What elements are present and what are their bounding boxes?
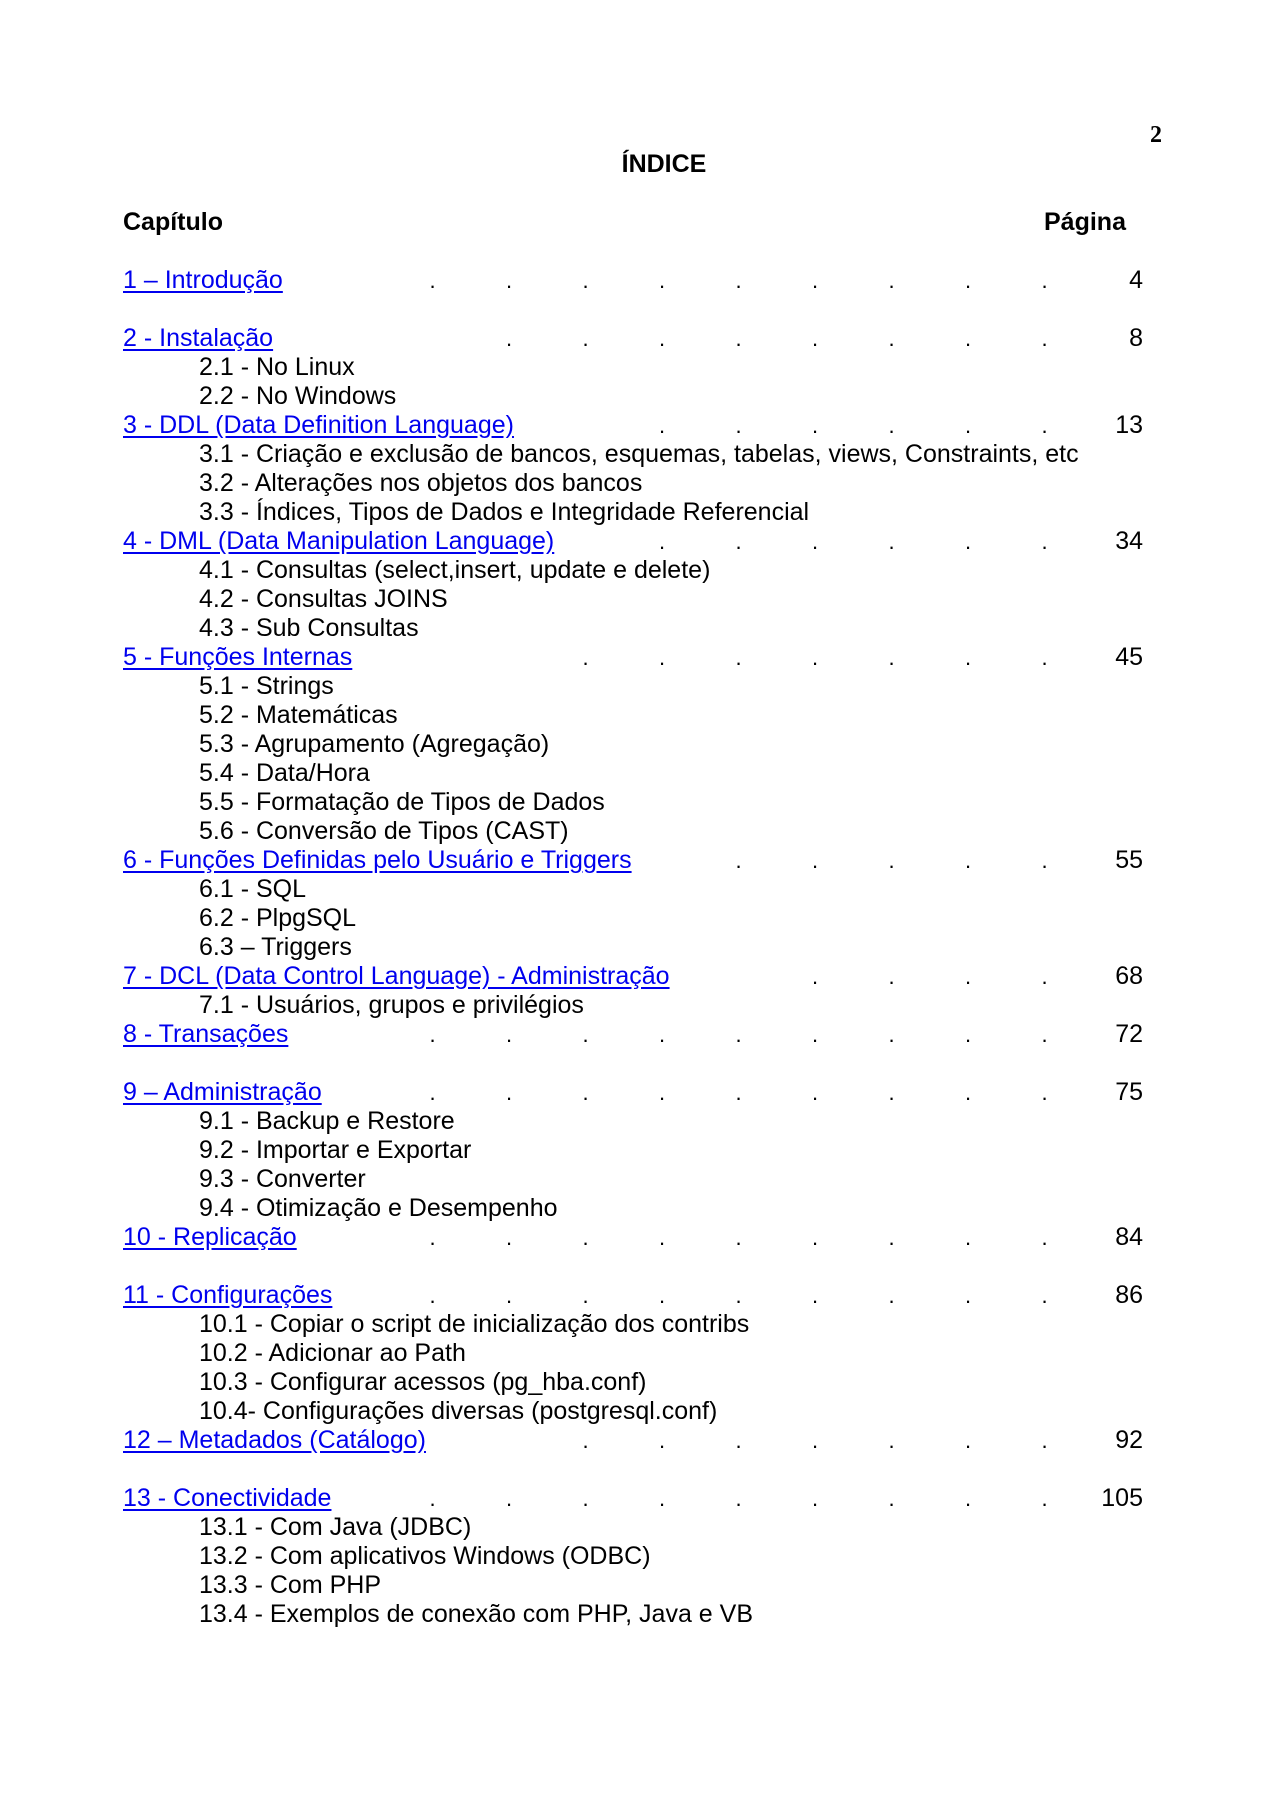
toc-chapter-row	[0, 324, 1280, 353]
leader-dot: .	[582, 1080, 589, 1105]
subsection-title: 4.3 - Sub Consultas	[199, 614, 419, 642]
leader-dot: .	[582, 1486, 589, 1511]
leader-dot: .	[659, 1486, 666, 1511]
leader-dot: .	[812, 413, 819, 438]
subsection-title: 10.1 - Copiar o script de inicialização dos contribs	[199, 1310, 750, 1338]
chapter-link[interactable]: 11 - Configurações	[123, 1281, 333, 1309]
toc-chapter-row	[0, 962, 1280, 991]
leader-dot: .	[506, 1225, 513, 1250]
subsection-title: 9.3 - Converter	[199, 1165, 366, 1193]
leader-dot: .	[812, 1486, 819, 1511]
leader-dot: .	[582, 1225, 589, 1250]
toc-subsection-row	[0, 498, 1280, 527]
leader-dot: .	[888, 529, 895, 554]
chapter-page-number: 75	[1115, 1078, 1143, 1106]
toc-chapter-row	[0, 527, 1280, 556]
toc-subsection-row	[0, 904, 1280, 933]
leader-dot: .	[659, 1283, 666, 1308]
leader-dot: .	[812, 848, 819, 873]
leader-dot: .	[735, 1080, 742, 1105]
chapter-page-number: 45	[1115, 643, 1143, 671]
toc-subsection-row	[0, 614, 1280, 643]
chapter-page-number: 8	[1129, 324, 1143, 352]
toc-subsection-row	[0, 672, 1280, 701]
toc-subsection-row	[0, 1542, 1280, 1571]
leader-dot: .	[659, 326, 666, 351]
leader-dot: .	[429, 1283, 436, 1308]
subsection-title: 5.5 - Formatação de Tipos de Dados	[199, 788, 605, 816]
subsection-title: 10.4- Configurações diversas (postgresql.conf)	[199, 1397, 718, 1425]
leader-dot: .	[888, 848, 895, 873]
leader-dot: .	[735, 1428, 742, 1453]
leader-dot: .	[659, 1080, 666, 1105]
leader-dot: .	[506, 326, 513, 351]
leader-dot: .	[1041, 413, 1048, 438]
chapter-link[interactable]: 6 - Funções Definidas pelo Usuário e Triggers	[123, 846, 632, 874]
chapter-page-number: 84	[1115, 1223, 1143, 1251]
leader-dot: .	[965, 529, 972, 554]
subsection-title: 5.1 - Strings	[199, 672, 334, 700]
chapter-link[interactable]: 7 - DCL (Data Control Language) - Administração	[123, 962, 670, 990]
leader-dot: .	[429, 1486, 436, 1511]
leader-dot: .	[735, 326, 742, 351]
leader-dot: .	[1041, 964, 1048, 989]
toc-subsection-row	[0, 1571, 1280, 1600]
leader-dot: .	[812, 326, 819, 351]
toc-subsection-row	[0, 1194, 1280, 1223]
leader-dot: .	[735, 1486, 742, 1511]
leader-dot: .	[888, 1486, 895, 1511]
leader-dot: .	[1041, 1428, 1048, 1453]
leader-dot: .	[659, 1225, 666, 1250]
leader-dot: .	[965, 645, 972, 670]
subsection-title: 3.2 - Alterações nos objetos dos bancos	[199, 469, 643, 497]
chapter-link[interactable]: 2 - Instalação	[123, 324, 274, 352]
leader-dot: .	[812, 1022, 819, 1047]
leader-dot: .	[582, 268, 589, 293]
leader-dot: .	[1041, 645, 1048, 670]
subsection-title: 5.6 - Conversão de Tipos (CAST)	[199, 817, 569, 845]
leader-dot: .	[1041, 1022, 1048, 1047]
leader-dot: .	[965, 1486, 972, 1511]
leader-dot: .	[965, 1080, 972, 1105]
toc-chapter-row	[0, 1281, 1280, 1310]
leader-dot: .	[888, 268, 895, 293]
leader-dot: .	[735, 1283, 742, 1308]
leader-dot: .	[582, 1428, 589, 1453]
subsection-title: 5.2 - Matemáticas	[199, 701, 398, 729]
leader-dot: .	[659, 529, 666, 554]
toc-subsection-row	[0, 1600, 1280, 1629]
subsection-title: 6.3 – Triggers	[199, 933, 352, 961]
toc-subsection-row	[0, 1368, 1280, 1397]
leader-dot: .	[965, 1428, 972, 1453]
toc-subsection-row	[0, 1107, 1280, 1136]
chapter-page-number: 92	[1115, 1426, 1143, 1454]
subsection-title: 13.3 - Com PHP	[199, 1571, 382, 1599]
subsection-title: 2.2 - No Windows	[199, 382, 397, 410]
leader-dot: .	[735, 1225, 742, 1250]
leader-dot: .	[659, 413, 666, 438]
subsection-title: 5.4 - Data/Hora	[199, 759, 370, 787]
subsection-title: 9.1 - Backup e Restore	[199, 1107, 455, 1135]
leader-dot: .	[1041, 268, 1048, 293]
leader-dot: .	[888, 645, 895, 670]
leader-dot: .	[965, 1225, 972, 1250]
leader-dot: .	[812, 1080, 819, 1105]
leader-dot: .	[506, 268, 513, 293]
toc-chapter-row	[0, 643, 1280, 672]
leader-dot: .	[429, 1225, 436, 1250]
chapter-page-number: 13	[1115, 411, 1143, 439]
subsection-title: 13.4 - Exemplos de conexão com PHP, Java e VB	[199, 1600, 754, 1628]
leader-dot: .	[735, 268, 742, 293]
subsection-title: 13.1 - Com Java (JDBC)	[199, 1513, 472, 1541]
chapter-page-number: 105	[1101, 1484, 1143, 1512]
subsection-title: 5.3 - Agrupamento (Agregação)	[199, 730, 550, 758]
toc-subsection-row	[0, 1165, 1280, 1194]
subsection-title: 6.2 - PlpgSQL	[199, 904, 357, 932]
leader-dot: .	[888, 413, 895, 438]
subsection-title: 6.1 - SQL	[199, 875, 306, 903]
leader-dot: .	[812, 1283, 819, 1308]
leader-dot: .	[1041, 1283, 1048, 1308]
leader-dot: .	[506, 1022, 513, 1047]
chapter-page-number: 4	[1129, 266, 1143, 294]
leader-dot: .	[812, 268, 819, 293]
leader-dot: .	[429, 1080, 436, 1105]
chapter-link[interactable]: 5 - Funções Internas	[123, 643, 353, 671]
toc-subsection-row	[0, 440, 1280, 469]
leader-dot: .	[965, 1022, 972, 1047]
toc-subsection-row	[0, 788, 1280, 817]
leader-dot: .	[659, 1428, 666, 1453]
leader-dot: .	[582, 326, 589, 351]
leader-dot: .	[1041, 1225, 1048, 1250]
chapter-link[interactable]: 13 - Conectividade	[123, 1484, 332, 1512]
chapter-page-number: 86	[1115, 1281, 1143, 1309]
subsection-title: 10.3 - Configurar acessos (pg_hba.conf)	[199, 1368, 647, 1396]
page-number: 2	[1150, 122, 1162, 148]
leader-dot: .	[888, 1080, 895, 1105]
toc-subsection-row	[0, 585, 1280, 614]
leader-dot: .	[965, 964, 972, 989]
toc-subsection-row	[0, 933, 1280, 962]
chapter-link[interactable]: 9 – Administração	[123, 1078, 322, 1106]
chapter-page-number: 68	[1115, 962, 1143, 990]
leader-dot: .	[812, 529, 819, 554]
toc-subsection-row	[0, 556, 1280, 585]
chapter-link[interactable]: 10 - Replicação	[123, 1223, 297, 1251]
chapter-link[interactable]: 1 – Introdução	[123, 266, 283, 294]
toc-subsection-row	[0, 701, 1280, 730]
toc-subsection-row	[0, 817, 1280, 846]
leader-dot: .	[735, 848, 742, 873]
leader-dot: .	[582, 1022, 589, 1047]
leader-dot: .	[965, 1283, 972, 1308]
toc-subsection-row	[0, 1339, 1280, 1368]
toc-subsection-row	[0, 730, 1280, 759]
leader-dot: .	[429, 268, 436, 293]
toc-subsection-row	[0, 1136, 1280, 1165]
leader-dot: .	[506, 1080, 513, 1105]
toc-chapter-row	[0, 1484, 1280, 1513]
leader-dot: .	[1041, 1080, 1048, 1105]
leader-dot: .	[1041, 529, 1048, 554]
toc-subsection-row	[0, 382, 1280, 411]
leader-dot: .	[1041, 1486, 1048, 1511]
chapter-page-number: 34	[1115, 527, 1143, 555]
leader-dot: .	[888, 1283, 895, 1308]
leader-dot: .	[735, 645, 742, 670]
column-header-page: Página	[1044, 208, 1126, 236]
subsection-title: 9.4 - Otimização e Desempenho	[199, 1194, 558, 1222]
leader-dot: .	[1041, 326, 1048, 351]
toc-subsection-row	[0, 991, 1280, 1020]
leader-dot: .	[965, 326, 972, 351]
subsection-title: 3.3 - Índices, Tipos de Dados e Integridade Referencial	[199, 498, 810, 526]
toc-subsection-row	[0, 1513, 1280, 1542]
leader-dot: .	[582, 645, 589, 670]
toc-chapter-row	[0, 411, 1280, 440]
chapter-link[interactable]: 12 – Metadados (Catálogo)	[123, 1426, 426, 1454]
toc-subsection-row	[0, 353, 1280, 382]
toc-subsection-row	[0, 1310, 1280, 1339]
leader-dot: .	[506, 1283, 513, 1308]
leader-dot: .	[735, 1022, 742, 1047]
leader-dot: .	[659, 1022, 666, 1047]
leader-dot: .	[429, 1022, 436, 1047]
subsection-title: 10.2 - Adicionar ao Path	[199, 1339, 466, 1367]
subsection-title: 4.1 - Consultas (select,insert, update e delete)	[199, 556, 711, 584]
chapter-page-number: 55	[1115, 846, 1143, 874]
leader-dot: .	[812, 964, 819, 989]
toc-subsection-row	[0, 875, 1280, 904]
page-title: ÍNDICE	[621, 150, 707, 178]
toc-chapter-row	[0, 1223, 1280, 1252]
subsection-title: 9.2 - Importar e Exportar	[199, 1136, 472, 1164]
toc-subsection-row	[0, 469, 1280, 498]
leader-dot: .	[1041, 848, 1048, 873]
leader-dot: .	[888, 326, 895, 351]
leader-dot: .	[965, 413, 972, 438]
leader-dot: .	[888, 964, 895, 989]
leader-dot: .	[659, 645, 666, 670]
leader-dot: .	[735, 413, 742, 438]
leader-dot: .	[965, 268, 972, 293]
leader-dot: .	[659, 268, 666, 293]
toc-chapter-row	[0, 266, 1280, 295]
column-header-chapter: Capítulo	[123, 208, 223, 236]
leader-dot: .	[812, 1225, 819, 1250]
chapter-page-number: 72	[1115, 1020, 1143, 1048]
leader-dot: .	[735, 529, 742, 554]
leader-dot: .	[812, 645, 819, 670]
leader-dot: .	[888, 1225, 895, 1250]
leader-dot: .	[812, 1428, 819, 1453]
toc-subsection-row	[0, 1397, 1280, 1426]
toc-chapter-row	[0, 1020, 1280, 1049]
leader-dot: .	[506, 1486, 513, 1511]
subsection-title: 2.1 - No Linux	[199, 353, 355, 381]
toc-chapter-row	[0, 846, 1280, 875]
subsection-title: 13.2 - Com aplicativos Windows (ODBC)	[199, 1542, 651, 1570]
subsection-title: 4.2 - Consultas JOINS	[199, 585, 448, 613]
chapter-link[interactable]: 3 - DDL (Data Definition Language)	[123, 411, 514, 439]
leader-dot: .	[888, 1428, 895, 1453]
subsection-title: 3.1 - Criação e exclusão de bancos, esquemas, tabelas, views, Constraints, etc	[199, 440, 1079, 468]
leader-dot: .	[888, 1022, 895, 1047]
toc-chapter-row	[0, 1426, 1280, 1455]
chapter-link[interactable]: 8 - Transações	[123, 1020, 289, 1048]
chapter-link[interactable]: 4 - DML (Data Manipulation Language)	[123, 527, 555, 555]
subsection-title: 7.1 - Usuários, grupos e privilégios	[199, 991, 584, 1019]
leader-dot: .	[965, 848, 972, 873]
toc-subsection-row	[0, 759, 1280, 788]
leader-dot: .	[582, 1283, 589, 1308]
toc-chapter-row	[0, 1078, 1280, 1107]
